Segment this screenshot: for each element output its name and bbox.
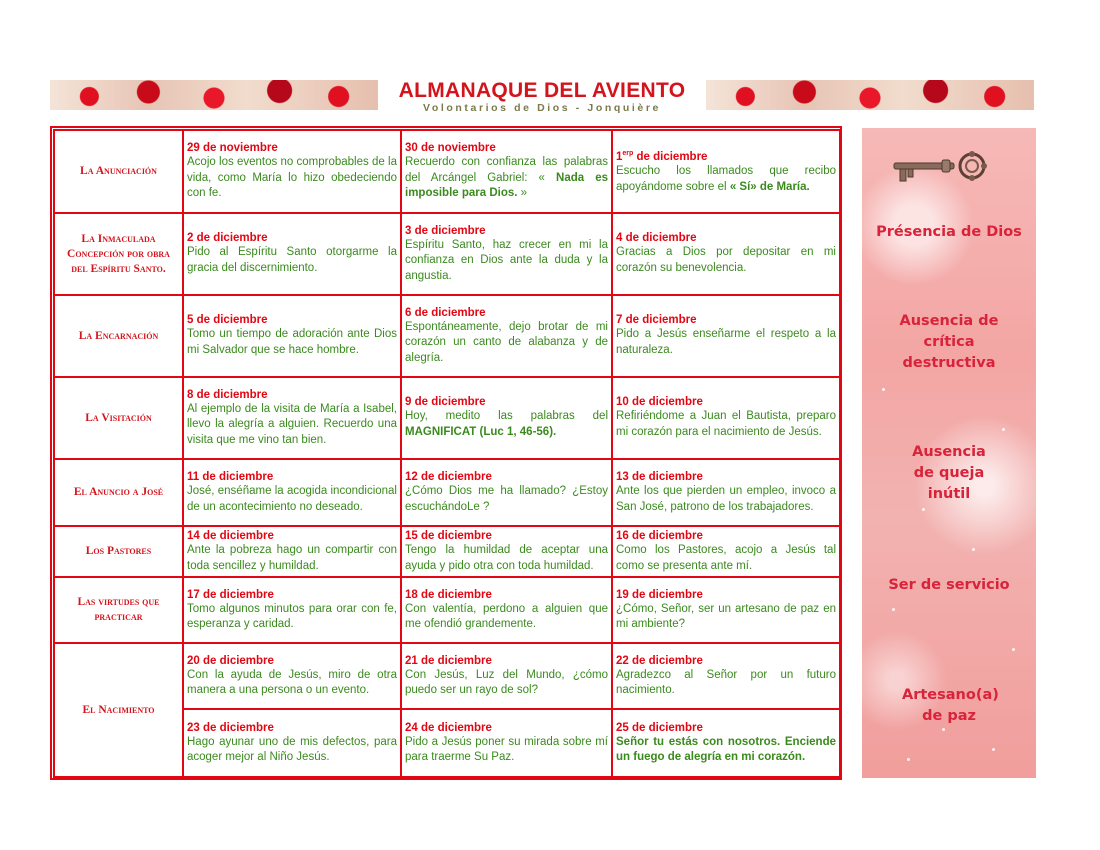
day-text: Ante la pobreza hago un compartir con toda sencillez y humildad. [187,544,397,572]
day-text: Acojo los eventos no comprobables de la vida, como María lo hizo obedeciendo con fe. [187,156,397,200]
day-date: 2 de diciembre [187,232,268,245]
day-cell [401,709,612,777]
virtue-label: Présencia de Dios [876,224,1022,240]
virtue-label: Ser de servicio [888,577,1010,593]
table-row [54,459,840,526]
key-icon [892,150,992,186]
day-date: 10 de diciembre [616,396,703,409]
day-date: 14 de diciembre [187,530,274,542]
day-cell [183,526,401,577]
day-date: 22 de diciembre [616,654,703,667]
day-cell [612,377,840,459]
sparkle [1012,648,1015,651]
day-date: 19 de diciembre [616,588,703,601]
day-date: 29 de noviembre [187,142,278,155]
theme-label: El Anuncio a José [54,459,183,526]
sparkle [1002,428,1005,431]
day-text-bold: Señor tu estás con nosotros. Enciende un fuego de alegría en mi corazón. [616,735,836,764]
day-text-bold: « Sí» de María. [729,180,810,193]
day-date: 23 de diciembre [187,721,274,734]
day-date: 25 de diciembre [616,721,703,734]
table-row [54,643,840,709]
day-text: Con la ayuda de Jesús, miro de otra manera a una persona o un evento. [187,668,397,697]
day-text: Tengo la humildad de aceptar una ayuda y pido otra con toda humildad. [405,544,608,572]
day-cell [401,213,612,295]
day-text: ¿Cómo, Señor, ser un artesano de paz en mi ambiente? [616,602,836,631]
day-text: Tomo un tiempo de adoración ante Dios mi Salvador que se hace hombre. [187,328,397,356]
day-date: 11 de diciembre [187,470,274,483]
sparkle [907,758,910,761]
day-text: ¿Cómo Dios me ha llamado? ¿Estoy escuchándoLe ? [405,484,608,513]
day-date: 16 de diciembre [616,530,703,542]
advent-calendar-table [53,129,841,778]
theme-label: Los Pastores [54,526,183,577]
day-cell [401,526,612,577]
sparkle [992,748,995,751]
day-cell [183,213,401,295]
day-text: Ante los que pierden un empleo, invoco a San José, patrono de los trabajadores. [616,484,836,513]
day-cell [183,130,401,213]
day-text-part: Escucho los llamados que recibo apoyándome sobre el [616,165,836,193]
theme-label: El Nacimiento [54,643,183,777]
virtues-side-panel [862,128,1036,778]
day-cell [401,577,612,643]
day-date: 8 de diciembre [187,388,268,401]
day-date: 18 de diciembre [405,588,492,601]
day-cell [183,377,401,459]
table-row [54,577,840,643]
sparkle [882,388,885,391]
table-row [54,377,840,459]
day-date-number: 1 [616,151,623,164]
day-date: 12 de diciembre [405,470,492,483]
table-row [54,295,840,377]
page-subtitle: Volontarios de Dios - Jonquière [423,102,661,114]
day-text: Con valentía, perdono a alguien que me ofendió grandemente. [405,602,608,631]
day-text: Al ejemplo de la visita de María a Isabel, llevo la alegría a alguien. Recuerdo una visita que me vino tan bien. [187,402,397,446]
day-date: 3 de diciembre [405,224,486,237]
table-row [54,213,840,295]
day-text [405,155,608,202]
day-date: 6 de diciembre [405,306,486,319]
day-text: José, enséñame la acogida incondicional de un acontecimiento no deseado. [187,484,397,513]
page-title: ALMANAQUE DEL AVIENTO [398,79,686,102]
day-text: Hago ayunar uno de mis defectos, para acoger mejor al Niño Jesús. [187,735,397,764]
sparkle [892,608,895,611]
table-row [54,526,840,577]
virtue-label: Artesano(a) de paz [902,687,999,724]
day-cell [612,577,840,643]
day-cell [612,130,840,213]
day-text [405,409,608,440]
day-cell [183,295,401,377]
day-cell [612,709,840,777]
day-cell [612,643,840,709]
day-cell [612,459,840,526]
day-cell [401,130,612,213]
day-date: 20 de diciembre [187,654,274,667]
day-cell [401,459,612,526]
theme-label: Las virtudes que practicar [54,577,183,643]
day-text-part: Recuerdo con confianza las palabras del Arcángel Gabriel: « [405,156,608,184]
day-date: 24 de diciembre [405,721,492,734]
virtue-label: Ausencia de queja inútil [912,444,986,502]
day-text [616,164,836,195]
day-text: Tomo algunos minutos para orar con fe, esperanza y caridad. [187,602,397,631]
day-date-rest: de diciembre [633,151,708,164]
day-date: 21 de diciembre [405,654,492,667]
day-text: Pido a Jesús poner su mirada sobre mí para traerme Su Paz. [405,735,608,764]
day-date: 15 de diciembre [405,530,492,542]
day-cell [401,377,612,459]
theme-label: La Anunciación [54,130,183,213]
day-text: Gracias a Dios por depositar en mi corazón su benevolencia. [616,246,836,274]
day-text-bold: MAGNIFICAT (Luc 1, 46-56). [405,426,557,438]
poinsettia-banner-right [706,80,1034,110]
sparkle [922,508,925,511]
day-text: Con Jesús, Luz del Mundo, ¿cómo puedo ser un rayo de sol? [405,668,608,697]
day-date: 7 de diciembre [616,314,697,327]
day-date: 17 de diciembre [187,588,274,601]
sparkle [942,728,945,731]
virtue-label: Ausencia de crítica destructiva [899,313,999,371]
day-cell [183,459,401,526]
day-date: 13 de diciembre [616,470,703,483]
sparkle [972,548,975,551]
day-cell [183,709,401,777]
day-text: Pido al Espíritu Santo otorgarme la gracia del discernimiento. [187,246,397,274]
theme-label: La Encarnación [54,295,183,377]
day-cell [612,213,840,295]
day-text-tail: » [517,187,528,200]
day-date: 5 de diciembre [187,314,268,327]
day-text: Pido a Jesús enseñarme el respeto a la naturaleza. [616,328,836,356]
theme-label: La Visitación [54,377,183,459]
day-text-part: Hoy, medito las palabras del [405,410,608,423]
day-cell [612,526,840,577]
table-row [54,130,840,213]
day-text: Espíritu Santo, haz crecer en mi la confianza en Dios ante la duda y la angustia. [405,238,608,282]
day-cell [612,295,840,377]
day-cell [183,643,401,709]
day-cell [401,643,612,709]
day-text: Como los Pastores, acojo a Jesús tal como se presenta ante mí. [616,544,836,572]
day-cell [401,295,612,377]
day-text-bold: Nada es imposible para Dios. [405,171,608,200]
day-text: Refiriéndome a Juan el Bautista, preparo mi corazón para el nacimiento de Jesús. [616,410,836,438]
day-cell [183,577,401,643]
day-text: Espontáneamente, dejo brotar de mi corazón un canto de alabanza y de alegría. [405,320,608,364]
theme-label: La Inmaculada Concepción por obra del Espíritu Santo. [54,213,183,295]
day-date [616,147,836,164]
poinsettia-banner-left [50,80,378,110]
day-date-suffix: erp [622,150,634,158]
day-text: Agradezco al Señor por un futuro nacimiento. [616,668,836,697]
day-date: 30 de noviembre [405,142,496,155]
day-date: 9 de diciembre [405,396,486,409]
day-date: 4 de diciembre [616,232,697,245]
